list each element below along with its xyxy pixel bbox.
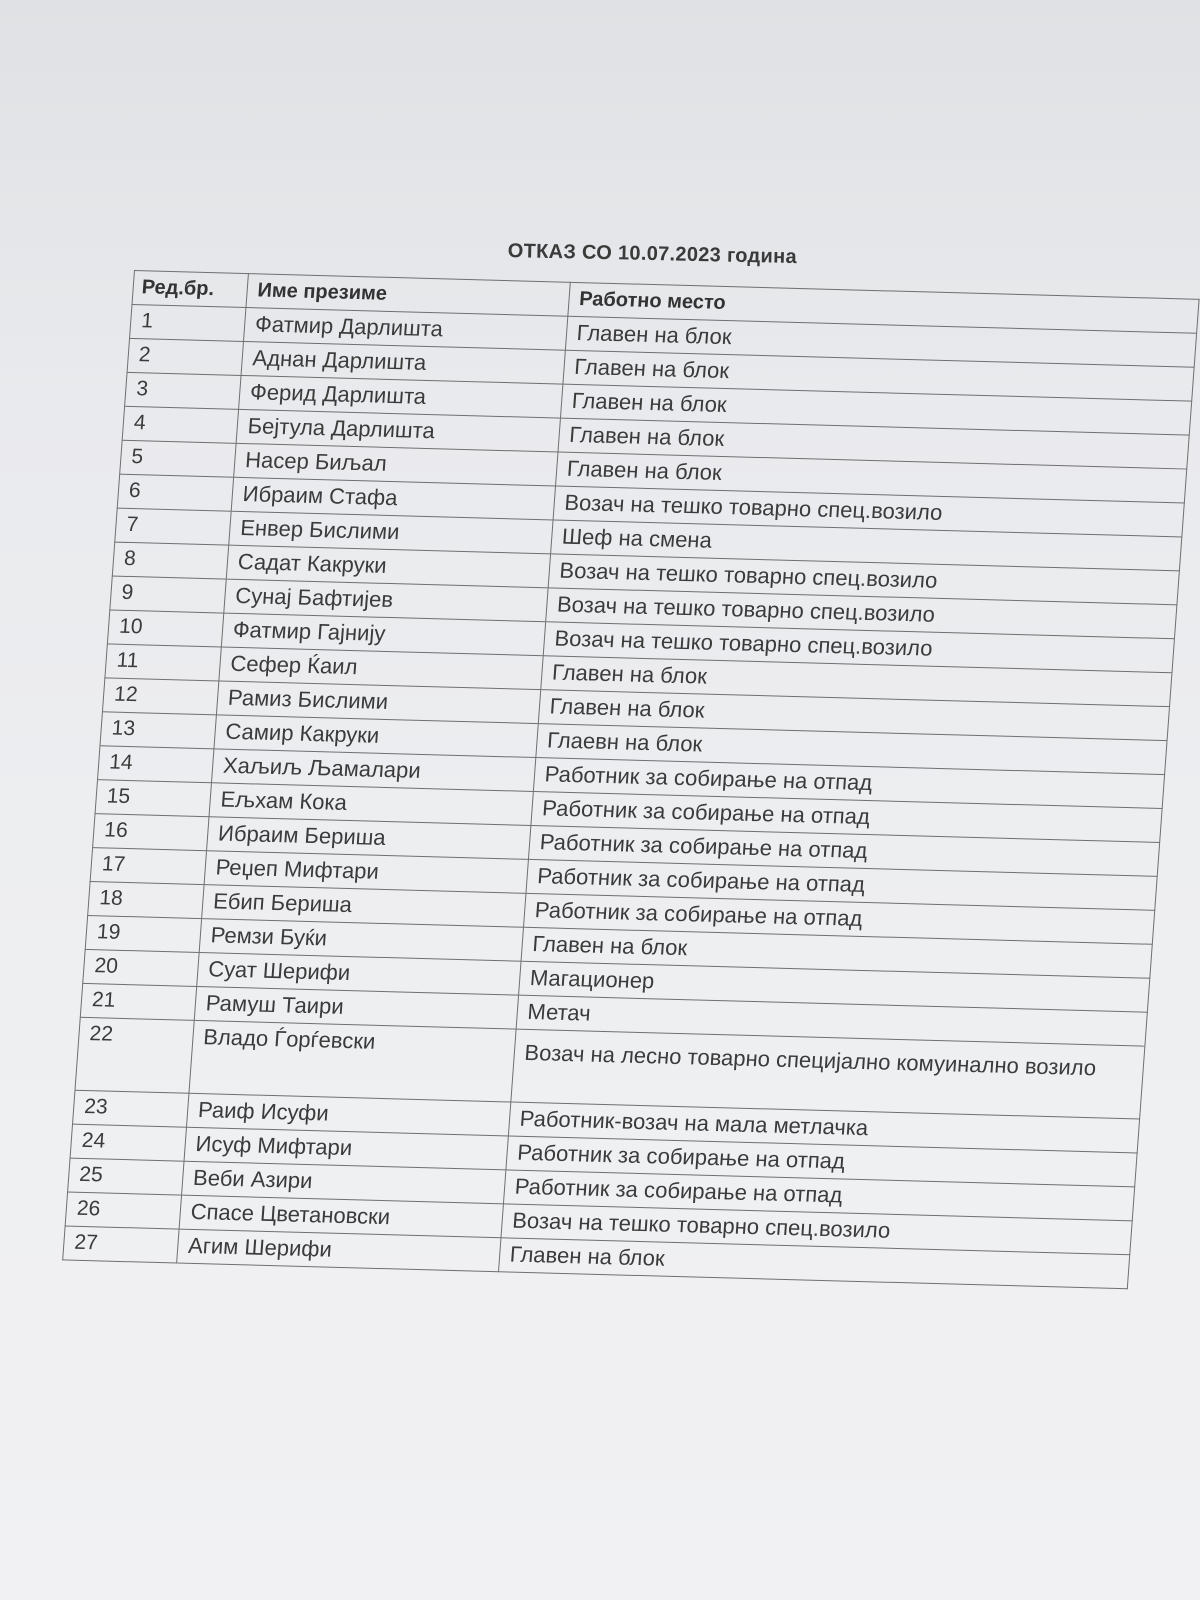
row-name: Раиф Исуфи — [186, 1093, 510, 1136]
row-job: Главен на блок — [555, 452, 1187, 503]
row-name: Бејтула Дарлишта — [236, 409, 560, 452]
row-number: 10 — [107, 610, 223, 647]
row-name: Исуф Мифтари — [184, 1127, 508, 1170]
row-job: Возач на тешко товарно спец.возило — [548, 554, 1180, 605]
table-body — [63, 304, 1197, 1288]
row-job: Главен на блок — [540, 656, 1172, 707]
row-job: Главен на блок — [498, 1238, 1130, 1289]
header-name: Име презиме — [246, 274, 570, 317]
row-number: 14 — [98, 746, 214, 783]
row-name: Фатмир Дарлишта — [243, 308, 567, 351]
row-name: Ебип Бериша — [201, 885, 525, 928]
row-job: Работник-возач на мала метлачка — [508, 1102, 1140, 1153]
row-name: Фатмир Гајнију — [221, 613, 545, 656]
row-job: Работник за собирање на отпад — [528, 825, 1160, 876]
row-number: 23 — [73, 1090, 189, 1127]
row-job: Главен на блок — [521, 927, 1153, 978]
row-job: Главен на блок — [538, 690, 1170, 741]
row-number: 24 — [70, 1124, 186, 1161]
row-job: Работник за собирање на отпад — [503, 1170, 1135, 1221]
row-job: Возач на тешко товарно спец.возило — [553, 486, 1185, 537]
row-name: Спасе Цветановски — [179, 1195, 503, 1238]
row-name: Ељхам Кока — [209, 783, 533, 826]
row-name: Реџеп Мифтари — [204, 851, 528, 894]
row-name: Веби Азири — [181, 1161, 505, 1204]
row-job: Возач на тешко товарно спец.возило — [545, 588, 1177, 639]
row-job: Глаевн на блок — [535, 724, 1167, 775]
row-name: Насер Биљал — [234, 443, 558, 486]
row-name: Самир Какруки — [214, 715, 538, 758]
row-number: 15 — [95, 780, 211, 817]
row-number: 21 — [80, 983, 196, 1020]
row-job: Работник за собирање на отпад — [531, 791, 1163, 842]
row-name: Владо Ѓорѓевски — [189, 1020, 516, 1102]
header-job: Работно место — [567, 282, 1199, 333]
row-number: 4 — [122, 406, 238, 443]
row-job: Возач на тешко товарно спец.возило — [501, 1204, 1133, 1255]
row-name: Сунај Бафтијев — [224, 579, 548, 622]
row-job: Возач на лесно товарно специјално комуинално возило — [510, 1029, 1144, 1119]
row-number: 13 — [100, 712, 216, 749]
row-number: 8 — [112, 542, 228, 579]
row-name: Рамиз Бислими — [216, 681, 540, 724]
row-number: 16 — [93, 814, 209, 851]
row-job: Главен на блок — [563, 350, 1195, 401]
row-number: 19 — [85, 915, 201, 952]
row-name: Аднан Дарлишта — [241, 341, 565, 384]
row-job: Возач на тешко товарно спец.возило — [543, 622, 1175, 673]
row-name: Рамуш Таири — [194, 986, 518, 1029]
row-number: 22 — [75, 1017, 194, 1093]
row-name: Хаљиљ Љамалари — [211, 749, 535, 792]
row-number: 18 — [88, 882, 204, 919]
row-name: Сефер Ќаил — [219, 647, 543, 690]
document-title: ОТКАЗ СО 10.07.2023 година — [507, 240, 798, 269]
row-job: Главен на блок — [560, 384, 1192, 435]
row-number: 9 — [110, 576, 226, 613]
row-number: 7 — [115, 508, 231, 545]
row-name: Садат Какруки — [226, 545, 550, 588]
row-job: Шеф на смена — [550, 520, 1182, 571]
row-number: 26 — [65, 1192, 181, 1229]
row-name: Суат Шерифи — [197, 953, 521, 996]
row-name: Ибраим Бериша — [206, 817, 530, 860]
header-number: Ред.бр. — [132, 271, 248, 308]
row-name: Ферид Дарлишта — [238, 375, 562, 418]
row-number: 20 — [83, 949, 199, 986]
row-number: 2 — [127, 338, 243, 375]
dismissal-table — [62, 270, 1199, 1289]
row-number: 6 — [117, 474, 233, 511]
row-number: 17 — [90, 848, 206, 885]
row-number: 25 — [68, 1158, 184, 1195]
row-job: Работник за собирање на отпад — [526, 859, 1158, 910]
row-name: Агим Шерифи — [176, 1229, 500, 1272]
row-job: Метач — [516, 995, 1148, 1046]
row-name: Енвер Бислими — [229, 511, 553, 554]
row-number: 3 — [125, 372, 241, 409]
row-job: Магационер — [518, 961, 1150, 1012]
row-name: Ремзи Буќи — [199, 919, 523, 962]
row-job: Работник за собирање на отпад — [533, 758, 1165, 809]
row-number: 1 — [130, 304, 246, 341]
row-job: Работник за собирање на отпад — [506, 1136, 1138, 1187]
row-number: 11 — [105, 644, 221, 681]
row-job: Работник за собирање на отпад — [523, 893, 1155, 944]
row-number: 5 — [120, 440, 236, 477]
row-job: Главен на блок — [558, 418, 1190, 469]
row-job: Главен на блок — [565, 316, 1197, 367]
row-name: Ибраим Стафа — [231, 477, 555, 520]
table-container — [62, 270, 1199, 1289]
row-number: 27 — [63, 1226, 179, 1263]
row-number: 12 — [102, 678, 218, 715]
